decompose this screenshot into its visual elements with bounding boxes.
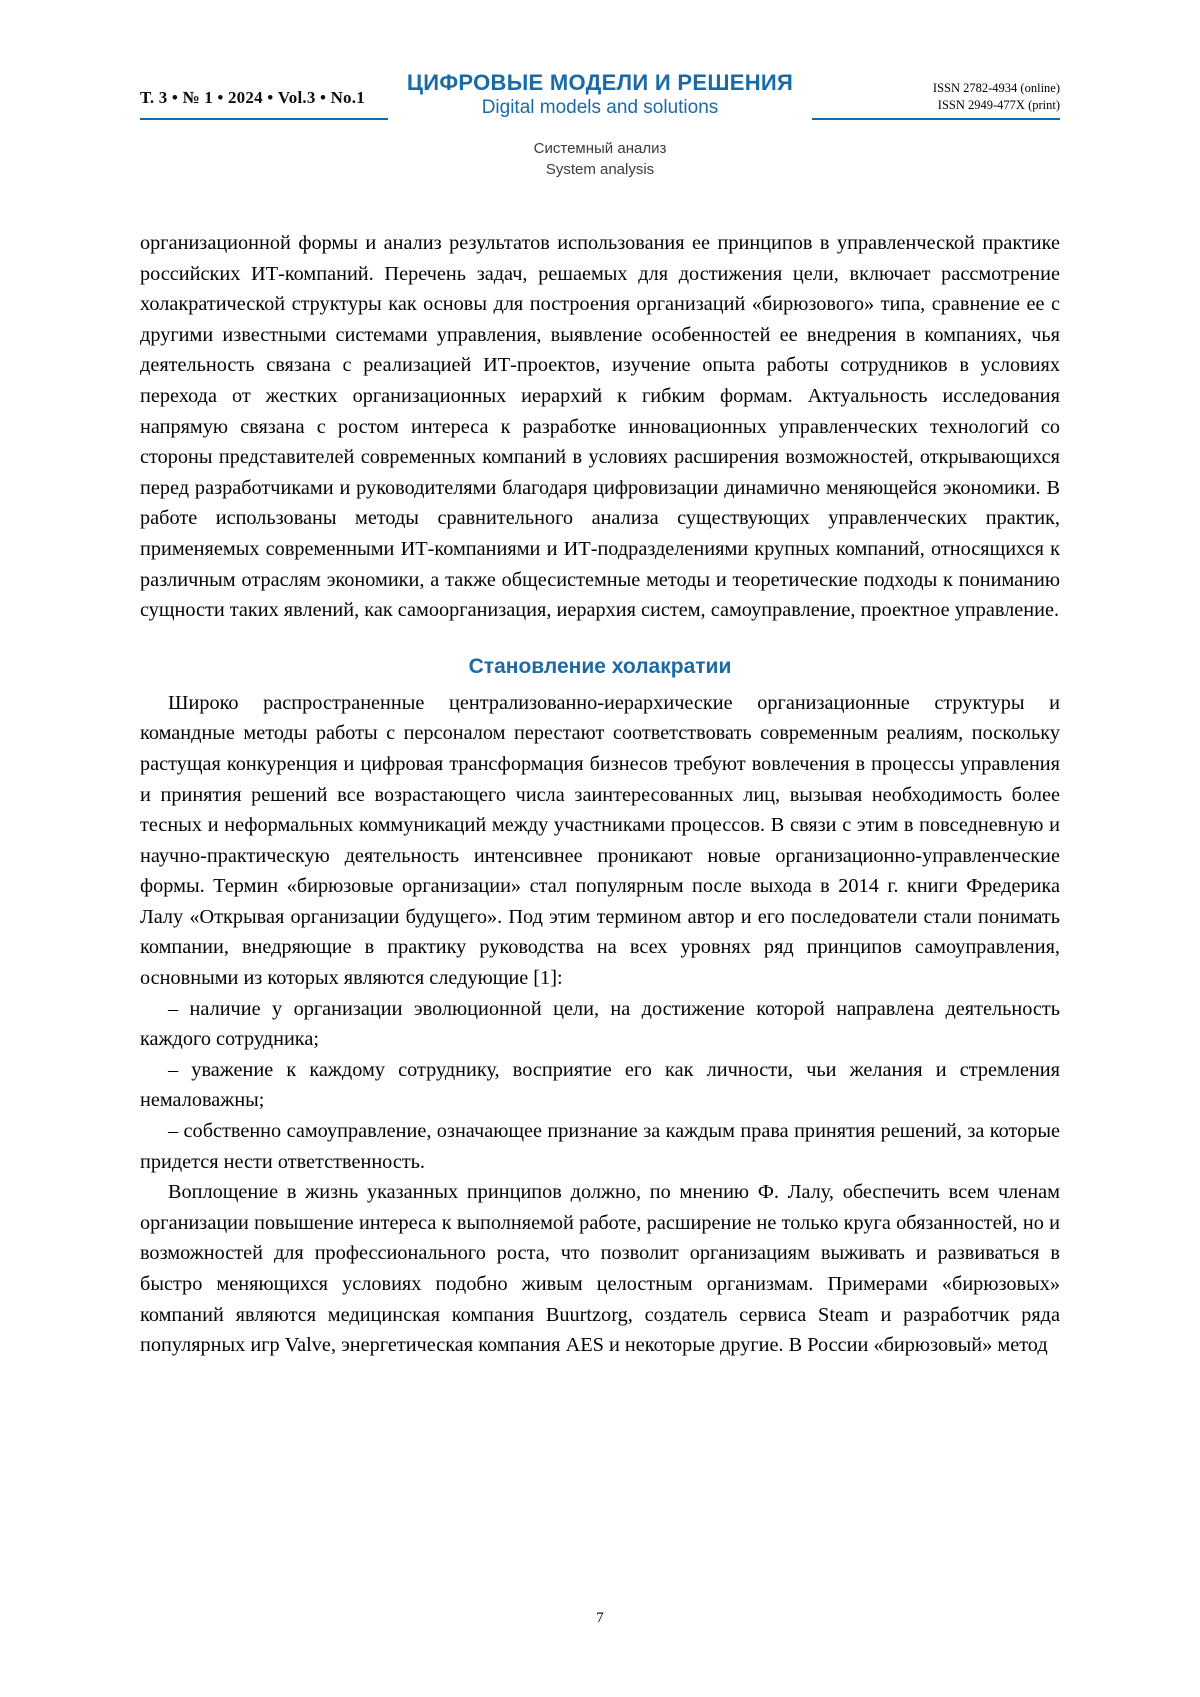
section-heading: Становление холакратии [468, 654, 732, 678]
issn-block [933, 80, 1060, 114]
article-body [140, 228, 1060, 1361]
section-label-ru: Системный анализ [533, 140, 667, 157]
page-header [140, 70, 1060, 130]
issn-print: ISSN 2949-477X (print) [937, 98, 1060, 112]
paragraph-3: Воплощение в жизнь указанных принципов должно, по мнению Ф. Лалу, обеспечить всем членам организации повышение интереса к выполняемой работе, расширение не только круга обязанностей, но и возможностей для профессионального роста, что позволит организациям выживать и развиваться в быстро меняющихся условиях подобно живым целостным организмам. Примерами «бирюзовых» компаний являются медицинская компания Buurtzorg, создатель сервиса Steam и разработчик ряда популярных игр Valve, энергетическая компания AES и некоторые другие. В России «бирюзовый» метод [140, 1181, 1060, 1357]
page-number: 7 [596, 1610, 604, 1626]
section-label [140, 138, 1060, 180]
section-label-en: System analysis [545, 161, 655, 178]
list-item: – наличие у организации эволюционной цели, на достижение которой направлена деятельность каждого сотрудника; [140, 997, 1060, 1051]
journal-title-ru: ЦИФРОВЫЕ МОДЕЛИ И РЕШЕНИЯ [406, 70, 794, 95]
list-item: – уважение к каждому сотруднику, восприятие его как личности, чьи желания и стремления немаловажны; [140, 1058, 1060, 1112]
journal-masthead [390, 70, 810, 120]
volume-info: Т. 3 • № 1 • 2024 • Vol.3 • No.1 [140, 88, 365, 107]
paragraph-2: Широко распространенные централизованно-иерархические организационные структуры и командные методы работы с персоналом перестают соответствовать современным реалиям, поскольку растущая конкуренция и цифровая трансформация бизнесов требуют вовлечения в процессы управления и принятия решений все возрастающего числа заинтересованных лиц, вызывая необходимость более тесных и неформальных коммуникаций между участниками процессов. В связи с этим в повседневную и научно-практическую деятельность интенсивнее проникают новые организационно-управленческие формы. Термин «бирюзовые организации» стал популярным после выхода в 2014 г. книги Фредерика Лалу «Открывая организации будущего». Под этим термином автор и его последователи стали понимать компании, внедряющие в практику руководства на всех уровнях ряд принципов самоуправления, основными из которых являются следующие [1]: [140, 691, 1060, 990]
header-rule-left [140, 118, 388, 120]
issn-online: ISSN 2782-4934 (online) [932, 81, 1060, 95]
paragraph-continuation: организационной формы и анализ результатов использования ее принципов в управленческой практике российских ИТ-компаний. Перечень задач, решаемых для достижения цели, включает рассмотрение холакратической структуры как основы для построения организаций «бирюзового» типа, сравнение ее с другими известными системами управления, выявление особенностей ее внедрения в компаниях, чья деятельность связана с реализацией ИТ-проектов, изучение опыта работы сотрудников в условиях перехода от жестких организационных иерархий к гибким формам. Актуальность исследования напрямую связана с ростом интереса к разработке инновационных управленческих технологий со стороны представителей современных компаний в условиях расширения возможностей, открывающихся перед разработчиками и руководителями благодаря цифровизации динамично меняющейся экономики. В работе использованы методы сравнительного анализа существующих управленческих практик, применяемых современными ИТ-компаниями и ИТ-подразделениями крупных компаний, относящихся к различным отраслям экономики, а также общесистемные методы и теоретические подходы к пониманию сущности таких явлений, как самоорганизация, иерархия систем, самоуправление, проектное управление. [140, 232, 1060, 622]
header-rule-right [812, 118, 1060, 120]
list-item: – собственно самоуправление, означающее признание за каждым права принятия решений, за которые придется нести ответственность. [140, 1120, 1060, 1173]
journal-title-en: Digital models and solutions [481, 97, 719, 118]
